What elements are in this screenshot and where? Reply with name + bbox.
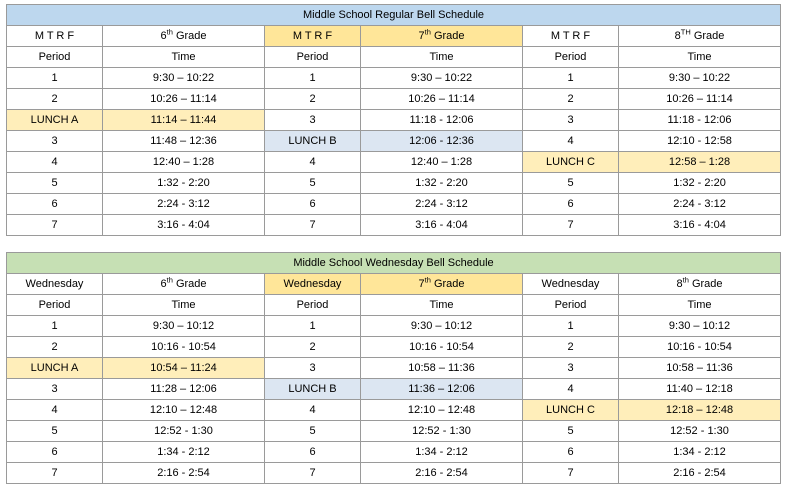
table-title-row bbox=[7, 5, 781, 26]
period-cell: 3 bbox=[265, 110, 361, 131]
time-cell: 3:16 - 4:04 bbox=[361, 215, 523, 236]
time-cell: 2:16 - 2:54 bbox=[361, 463, 523, 484]
time-column-header: Time bbox=[361, 295, 523, 316]
period-cell: 6 bbox=[265, 194, 361, 215]
period-cell: 3 bbox=[7, 379, 103, 400]
days-header: M T R F bbox=[7, 26, 103, 47]
period-cell: 7 bbox=[523, 463, 619, 484]
grade-number: 8 bbox=[676, 278, 683, 290]
time-cell: 2:16 - 2:54 bbox=[619, 463, 781, 484]
period-column-header: Period bbox=[265, 47, 361, 68]
period-cell: 5 bbox=[265, 173, 361, 194]
table-row bbox=[7, 173, 781, 194]
time-cell: 2:16 - 2:54 bbox=[103, 463, 265, 484]
table-row bbox=[7, 110, 781, 131]
time-cell: 10:58 – 11:36 bbox=[361, 358, 523, 379]
column-header-row bbox=[7, 47, 781, 68]
time-cell: 11:40 – 12:18 bbox=[619, 379, 781, 400]
period-cell: 2 bbox=[523, 89, 619, 110]
bell-schedule-table bbox=[6, 252, 781, 484]
time-cell: 12:52 - 1:30 bbox=[361, 421, 523, 442]
period-column-header: Period bbox=[7, 295, 103, 316]
time-column-header: Time bbox=[103, 295, 265, 316]
time-cell: 1:32 - 2:20 bbox=[619, 173, 781, 194]
time-cell: 9:30 – 10:12 bbox=[103, 316, 265, 337]
grade-word: Grade bbox=[175, 278, 207, 290]
time-cell: 2:24 - 3:12 bbox=[103, 194, 265, 215]
lunch-time-cell: 12:06 - 12:36 bbox=[361, 131, 523, 152]
time-cell: 12:10 - 12:58 bbox=[619, 131, 781, 152]
time-cell: 9:30 – 10:22 bbox=[619, 68, 781, 89]
period-cell: 1 bbox=[523, 316, 619, 337]
time-cell: 11:48 – 12:36 bbox=[103, 131, 265, 152]
table-row bbox=[7, 194, 781, 215]
grade-header bbox=[361, 274, 523, 295]
table-row bbox=[7, 421, 781, 442]
lunch-label-cell: LUNCH C bbox=[523, 152, 619, 173]
lunch-time-cell: 11:36 – 12:06 bbox=[361, 379, 523, 400]
lunch-time-cell: 10:54 – 11:24 bbox=[103, 358, 265, 379]
time-cell: 11:18 - 12:06 bbox=[619, 110, 781, 131]
time-cell: 12:40 – 1:28 bbox=[103, 152, 265, 173]
time-cell: 1:34 - 2:12 bbox=[361, 442, 523, 463]
period-cell: 7 bbox=[265, 215, 361, 236]
period-cell: 1 bbox=[7, 68, 103, 89]
grade-header-row bbox=[7, 26, 781, 47]
table-spacer bbox=[6, 236, 779, 252]
time-cell: 1:34 - 2:12 bbox=[103, 442, 265, 463]
days-header: M T R F bbox=[523, 26, 619, 47]
grade-ordinal-suffix: th bbox=[166, 275, 173, 285]
period-cell: 3 bbox=[265, 358, 361, 379]
period-cell: 7 bbox=[265, 463, 361, 484]
lunch-time-cell: 12:18 – 12:48 bbox=[619, 400, 781, 421]
period-cell: 2 bbox=[7, 89, 103, 110]
grade-ordinal-suffix: th bbox=[166, 27, 173, 37]
grade-word: Grade bbox=[175, 30, 207, 42]
period-cell: 1 bbox=[265, 68, 361, 89]
grade-ordinal-suffix: th bbox=[682, 275, 689, 285]
period-cell: 1 bbox=[523, 68, 619, 89]
time-cell: 3:16 - 4:04 bbox=[103, 215, 265, 236]
time-cell: 9:30 – 10:12 bbox=[619, 316, 781, 337]
period-cell: 5 bbox=[523, 421, 619, 442]
lunch-time-cell: 11:14 – 11:44 bbox=[103, 110, 265, 131]
time-column-header: Time bbox=[619, 47, 781, 68]
period-cell: 2 bbox=[7, 337, 103, 358]
period-cell: 4 bbox=[7, 152, 103, 173]
table-row bbox=[7, 131, 781, 152]
time-cell: 12:52 - 1:30 bbox=[103, 421, 265, 442]
period-cell: 4 bbox=[523, 131, 619, 152]
schedule-tables-container bbox=[6, 4, 779, 484]
period-cell: 5 bbox=[523, 173, 619, 194]
schedule-title: Middle School Wednesday Bell Schedule bbox=[7, 253, 781, 274]
grade-word: Grade bbox=[693, 30, 725, 42]
time-column-header: Time bbox=[361, 47, 523, 68]
period-cell: 4 bbox=[523, 379, 619, 400]
period-cell: 6 bbox=[523, 194, 619, 215]
time-cell: 12:10 – 12:48 bbox=[361, 400, 523, 421]
time-cell: 9:30 – 10:22 bbox=[103, 68, 265, 89]
grade-number: 7 bbox=[418, 278, 425, 290]
table-row bbox=[7, 89, 781, 110]
period-cell: 1 bbox=[7, 316, 103, 337]
time-cell: 10:16 - 10:54 bbox=[103, 337, 265, 358]
grade-number: 6 bbox=[160, 278, 167, 290]
grade-header bbox=[103, 26, 265, 47]
period-cell: 1 bbox=[265, 316, 361, 337]
table-row bbox=[7, 358, 781, 379]
period-column-header: Period bbox=[265, 295, 361, 316]
grade-word: Grade bbox=[433, 30, 465, 42]
period-cell: 7 bbox=[7, 215, 103, 236]
time-cell: 10:58 – 11:36 bbox=[619, 358, 781, 379]
table-row bbox=[7, 337, 781, 358]
time-cell: 11:18 - 12:06 bbox=[361, 110, 523, 131]
bell-schedule-table bbox=[6, 4, 781, 236]
days-header: Wednesday bbox=[523, 274, 619, 295]
days-header: Wednesday bbox=[7, 274, 103, 295]
period-cell: 7 bbox=[523, 215, 619, 236]
period-column-header: Period bbox=[523, 47, 619, 68]
time-cell: 10:16 - 10:54 bbox=[361, 337, 523, 358]
period-cell: 4 bbox=[265, 400, 361, 421]
grade-number: 8 bbox=[674, 30, 681, 42]
period-cell: 6 bbox=[523, 442, 619, 463]
grade-word: Grade bbox=[691, 278, 723, 290]
period-cell: 5 bbox=[7, 421, 103, 442]
time-cell: 1:32 - 2:20 bbox=[361, 173, 523, 194]
lunch-label-cell: LUNCH A bbox=[7, 110, 103, 131]
time-cell: 2:24 - 3:12 bbox=[361, 194, 523, 215]
time-cell: 3:16 - 4:04 bbox=[619, 215, 781, 236]
grade-header bbox=[619, 274, 781, 295]
grade-header-row bbox=[7, 274, 781, 295]
time-cell: 12:52 - 1:30 bbox=[619, 421, 781, 442]
table-row bbox=[7, 400, 781, 421]
time-column-header: Time bbox=[103, 47, 265, 68]
time-cell: 10:16 - 10:54 bbox=[619, 337, 781, 358]
schedule-title: Middle School Regular Bell Schedule bbox=[7, 5, 781, 26]
period-cell: 4 bbox=[7, 400, 103, 421]
grade-header bbox=[361, 26, 523, 47]
time-cell: 1:32 - 2:20 bbox=[103, 173, 265, 194]
grade-header bbox=[103, 274, 265, 295]
column-header-row bbox=[7, 295, 781, 316]
time-cell: 10:26 – 11:14 bbox=[619, 89, 781, 110]
lunch-label-cell: LUNCH A bbox=[7, 358, 103, 379]
period-cell: 6 bbox=[265, 442, 361, 463]
period-cell: 7 bbox=[7, 463, 103, 484]
time-cell: 2:24 - 3:12 bbox=[619, 194, 781, 215]
time-cell: 1:34 - 2:12 bbox=[619, 442, 781, 463]
table-row bbox=[7, 152, 781, 173]
time-cell: 11:28 – 12:06 bbox=[103, 379, 265, 400]
lunch-time-cell: 12:58 – 1:28 bbox=[619, 152, 781, 173]
time-cell: 12:40 – 1:28 bbox=[361, 152, 523, 173]
days-header: Wednesday bbox=[265, 274, 361, 295]
period-cell: 3 bbox=[523, 110, 619, 131]
time-cell: 10:26 – 11:14 bbox=[103, 89, 265, 110]
grade-ordinal-suffix: TH bbox=[680, 27, 691, 37]
period-cell: 4 bbox=[265, 152, 361, 173]
period-cell: 5 bbox=[7, 173, 103, 194]
period-cell: 2 bbox=[265, 337, 361, 358]
period-cell: 3 bbox=[7, 131, 103, 152]
period-cell: 3 bbox=[523, 358, 619, 379]
time-cell: 10:26 – 11:14 bbox=[361, 89, 523, 110]
days-header: M T R F bbox=[265, 26, 361, 47]
time-cell: 9:30 – 10:22 bbox=[361, 68, 523, 89]
period-column-header: Period bbox=[7, 47, 103, 68]
time-cell: 12:10 – 12:48 bbox=[103, 400, 265, 421]
grade-ordinal-suffix: th bbox=[424, 27, 431, 37]
period-cell: 2 bbox=[523, 337, 619, 358]
lunch-label-cell: LUNCH C bbox=[523, 400, 619, 421]
table-row bbox=[7, 463, 781, 484]
grade-header bbox=[619, 26, 781, 47]
grade-number: 6 bbox=[160, 30, 167, 42]
table-row bbox=[7, 215, 781, 236]
table-row bbox=[7, 379, 781, 400]
period-cell: 5 bbox=[265, 421, 361, 442]
table-row bbox=[7, 68, 781, 89]
lunch-label-cell: LUNCH B bbox=[265, 379, 361, 400]
table-row bbox=[7, 442, 781, 463]
period-cell: 6 bbox=[7, 194, 103, 215]
period-column-header: Period bbox=[523, 295, 619, 316]
grade-word: Grade bbox=[433, 278, 465, 290]
table-row bbox=[7, 316, 781, 337]
period-cell: 2 bbox=[265, 89, 361, 110]
lunch-label-cell: LUNCH B bbox=[265, 131, 361, 152]
table-title-row bbox=[7, 253, 781, 274]
grade-ordinal-suffix: th bbox=[424, 275, 431, 285]
time-column-header: Time bbox=[619, 295, 781, 316]
period-cell: 6 bbox=[7, 442, 103, 463]
time-cell: 9:30 – 10:12 bbox=[361, 316, 523, 337]
grade-number: 7 bbox=[418, 30, 425, 42]
